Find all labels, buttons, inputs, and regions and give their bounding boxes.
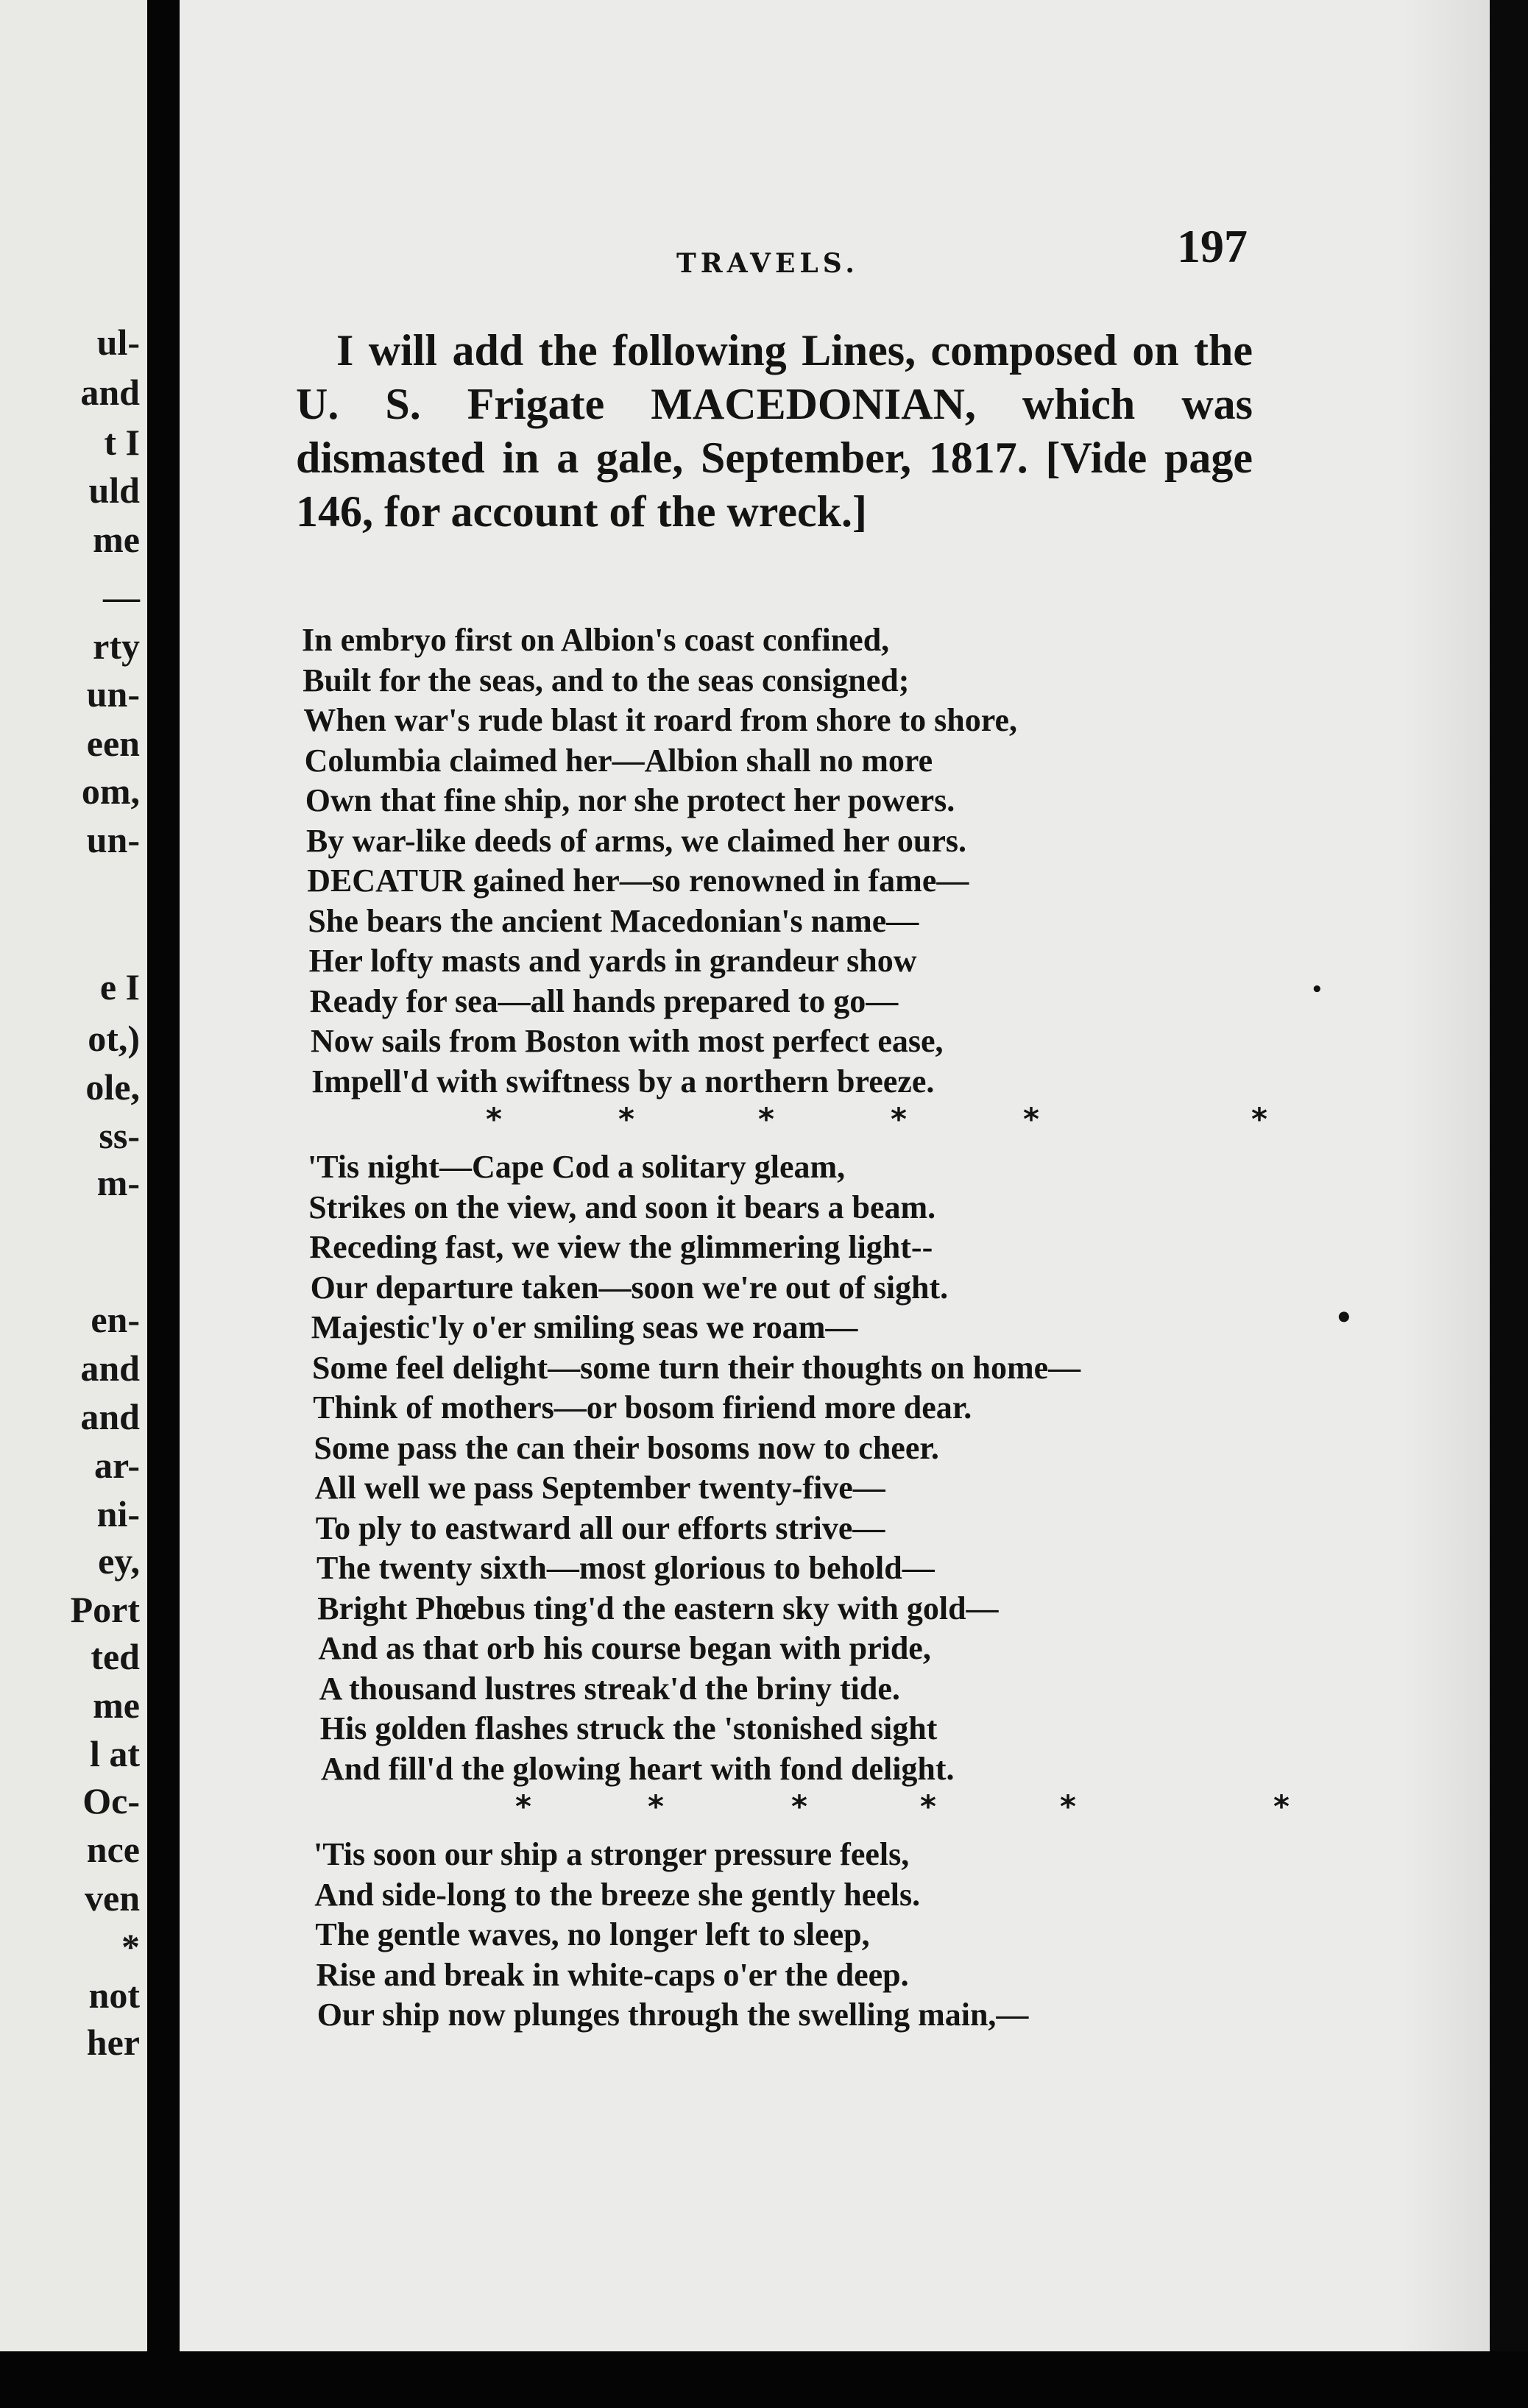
poem-line: To ply to eastward all our efforts strive—	[315, 1509, 885, 1546]
poem-line: Columbia claimed her—Albion shall no more	[304, 742, 933, 779]
asterisk: *	[1273, 1788, 1290, 1824]
poem-line: Some pass the can their bosoms now to cheer.	[314, 1429, 939, 1466]
poem-line: The gentle waves, no longer left to sleep,	[315, 1916, 870, 1952]
previous-page-fragment: me	[93, 519, 140, 560]
previous-page-fragment: uld	[88, 470, 140, 511]
previous-page-fragment: not	[88, 1975, 140, 2016]
asterisk: *	[1060, 1788, 1076, 1824]
poem-line: Ready for sea—all hands prepared to go—	[309, 982, 899, 1019]
ink-speck: •	[1328, 1298, 1362, 1338]
asterisk: *	[1023, 1101, 1039, 1137]
poem-line: Think of mothers—or bosom firiend more dear.	[313, 1389, 972, 1426]
previous-page-fragment: ul-	[96, 322, 140, 363]
previous-page-fragment: ole,	[85, 1066, 140, 1108]
previous-page-fragment: e I	[99, 966, 140, 1008]
stanza-separator	[302, 1101, 1332, 1138]
previous-page-fragment: om,	[81, 771, 140, 812]
previous-page-fragment: ni-	[96, 1493, 140, 1534]
page-edge-shadow	[1401, 0, 1490, 2351]
running-head: TRAVELS.	[676, 248, 859, 279]
poem-line: Majestic'ly o'er smiling seas we roam—	[311, 1309, 858, 1345]
previous-page-fragment: nce	[86, 1829, 140, 1870]
ink-speck: •	[1311, 979, 1323, 1001]
asterisk: *	[618, 1101, 634, 1137]
previous-page-fragment: and	[80, 1348, 140, 1389]
poem-line: In embryo first on Albion's coast confined,	[302, 622, 890, 658]
scan-bottom-edge	[0, 2351, 1528, 2408]
previous-page-fragment: Oc-	[82, 1780, 140, 1821]
previous-page-fragment: ss-	[99, 1115, 140, 1156]
poem-line: His golden flashes struck the 'stonished sight	[319, 1710, 938, 1746]
poem-line: Our ship now plunges through the swelling main,—	[316, 1997, 1029, 2033]
previous-page-fragment: un-	[86, 819, 140, 860]
intro-paragraph: I will add the following Lines, composed on the U. S. Frigate MACEDONIAN, which was dismasted in a gale, September, 1817. [Vide page 146, for account of the wreck.]	[296, 326, 1253, 536]
previous-page-fragment: her	[86, 2022, 140, 2063]
poem-line: Our departure taken—soon we're out of sight.	[310, 1269, 949, 1306]
poem-line: Some feel delight—some turn their thoughts on home—	[312, 1349, 1081, 1386]
book-gutter	[147, 0, 180, 2408]
poem-line: And side-long to the breeze she gently heels.	[314, 1876, 921, 1913]
poem-line: Receding fast, we view the glimmering light--	[309, 1229, 933, 1265]
page-number: 197	[1177, 220, 1248, 272]
previous-page-fragment: un-	[86, 673, 140, 715]
previous-page-fragment: ted	[91, 1636, 140, 1677]
stanza-separator	[302, 1788, 1332, 1825]
asterisk: *	[758, 1101, 774, 1137]
poem-line: When war's rude blast it roard from shore to shore,	[303, 702, 1018, 738]
poem-line: 'Tis soon our ship a stronger pressure feels,	[314, 1836, 910, 1872]
poem-line: She bears the ancient Macedonian's name—	[308, 902, 919, 939]
previous-page-fragment: ven	[85, 1877, 140, 1919]
poem-line: All well we pass September twenty-five—	[314, 1470, 885, 1506]
poem-line: The twenty sixth—most glorious to behold—	[316, 1550, 935, 1586]
book-page	[180, 0, 1490, 2351]
previous-page-fragment: rty	[93, 626, 140, 667]
poem-line: And as that orb his course began with pride,	[318, 1630, 931, 1666]
poem-line: Impell'd with swiftness by a northern breeze.	[311, 1063, 935, 1099]
poem-line: Built for the seas, and to the seas consigned;	[303, 662, 910, 698]
previous-page-fragment: l at	[89, 1733, 140, 1774]
previous-page-fragment: ar-	[94, 1445, 140, 1486]
poem-line: 'Tis night—Cape Cod a solitary gleam,	[308, 1149, 846, 1185]
asterisk: *	[920, 1788, 936, 1824]
poem-line: Rise and break in white-caps o'er the deep.	[316, 1956, 909, 1993]
poem-line: Her lofty masts and yards in grandeur show	[308, 943, 917, 979]
asterisk: *	[891, 1101, 907, 1137]
poem-line: DECATUR gained her—so renowned in fame—	[307, 863, 969, 899]
poem-line: Now sails from Boston with most perfect ease,	[311, 1023, 944, 1059]
poem-line: Own that fine ship, nor she protect her powers.	[305, 782, 955, 818]
previous-page-fragment: *	[121, 1926, 140, 1967]
asterisk: *	[791, 1788, 807, 1824]
poem-line: Bright Phœbus ting'd the eastern sky with gold—	[317, 1590, 999, 1626]
asterisk: *	[648, 1788, 664, 1824]
poem-line: A thousand lustres streak'd the briny tide.	[319, 1670, 900, 1707]
asterisk: *	[486, 1101, 502, 1137]
previous-page-edge	[0, 0, 147, 2355]
previous-page-fragment: me	[93, 1685, 140, 1726]
previous-page-fragment: ey,	[98, 1540, 140, 1582]
previous-page-fragment: een	[86, 723, 140, 764]
previous-page-fragment: and	[80, 1396, 140, 1437]
previous-page-fragment: ot,)	[88, 1018, 140, 1059]
previous-page-fragment: —	[103, 576, 140, 617]
previous-page-fragment: m-	[96, 1162, 140, 1203]
previous-page-fragment: t I	[104, 422, 140, 463]
previous-page-fragment: en-	[91, 1299, 140, 1340]
poem-line: By war-like deeds of arms, we claimed her ours.	[306, 822, 966, 859]
asterisk: *	[515, 1788, 531, 1824]
previous-page-fragment: Port	[70, 1589, 140, 1630]
previous-page-fragment: and	[80, 372, 140, 413]
poem-line: Strikes on the view, and soon it bears a beam.	[308, 1189, 936, 1225]
poem-line: And fill'd the glowing heart with fond delight.	[321, 1750, 955, 1787]
asterisk: *	[1251, 1101, 1267, 1137]
